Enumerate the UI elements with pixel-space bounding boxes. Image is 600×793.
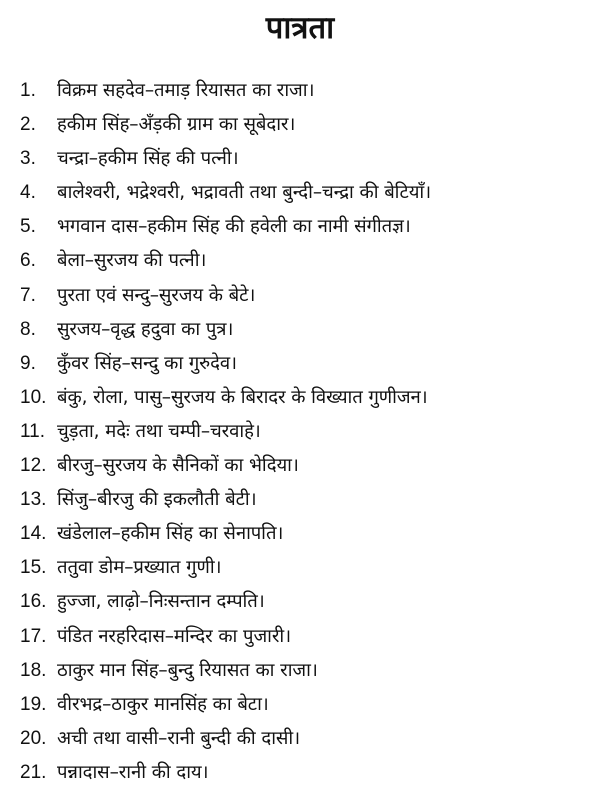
character-list xyxy=(20,77,595,793)
list-item xyxy=(20,384,595,418)
list-item xyxy=(20,316,595,350)
list-item-number: 9. xyxy=(20,352,36,374)
list-item xyxy=(20,657,595,691)
page-title: पात्रता xyxy=(265,10,335,46)
list-item-number: 3. xyxy=(20,148,36,170)
list-item xyxy=(20,759,595,793)
list-item-number: 20. xyxy=(20,727,47,749)
list-item xyxy=(20,179,595,213)
list-item-text: विक्रम सहदेव–तमाड़ रियासत का राजा। xyxy=(57,80,315,101)
list-item-number: 4. xyxy=(20,182,36,204)
list-item-text: सुरजय–वृद्ध हदुवा का पुत्र। xyxy=(57,318,234,340)
list-item-number: 17. xyxy=(20,625,47,647)
list-item-number: 15. xyxy=(20,557,47,579)
list-item-number: 2. xyxy=(20,114,36,136)
list-item-number: 19. xyxy=(20,693,47,715)
list-item xyxy=(20,554,595,588)
list-item-number: 8. xyxy=(20,318,36,340)
list-item-number: 18. xyxy=(20,659,47,681)
list-item-number: 1. xyxy=(20,80,36,101)
list-item xyxy=(20,452,595,486)
list-item xyxy=(20,111,595,145)
list-item-number: 13. xyxy=(20,489,47,511)
list-item-text: बालेश्वरी, भद्रेश्वरी, भद्रावती तथा बुन्दी–चन्द्रा की बेटियाँ। xyxy=(57,182,432,204)
list-item xyxy=(20,725,595,759)
list-item xyxy=(20,350,595,384)
list-item-text: कुँवर सिंह–सन्दु का गुरुदेव। xyxy=(57,352,237,374)
list-item-text: सिंजु–बीरजु की इकलौती बेटी। xyxy=(57,489,257,511)
list-item-number: 21. xyxy=(20,761,47,783)
list-item-number: 6. xyxy=(20,250,36,272)
list-item-text: वीरभद्र–ठाकुर मानसिंह का बेटा। xyxy=(57,693,269,715)
list-item-text: पंडित नरहरिदास–मन्दिर का पुजारी। xyxy=(57,625,292,647)
list-item-text: हुज्जा, लाढ़ो–निःसन्तान दम्पति। xyxy=(57,591,265,613)
list-item xyxy=(20,418,595,452)
list-item xyxy=(20,520,595,554)
list-item xyxy=(20,77,595,111)
list-item-number: 10. xyxy=(20,386,47,408)
list-item-number: 14. xyxy=(20,523,47,545)
list-item xyxy=(20,623,595,657)
list-item xyxy=(20,247,595,281)
list-item-number: 12. xyxy=(20,455,47,477)
list-item xyxy=(20,588,595,622)
list-item-number: 11. xyxy=(20,420,46,442)
list-item-text: भगवान दास–हकीम सिंह की हवेली का नामी संगीतज्ञ। xyxy=(57,216,411,238)
list-item-number: 16. xyxy=(20,591,47,613)
list-item-text: बेला–सुरजय की पत्नी। xyxy=(57,250,207,272)
list-item-text: ततुवा डोम–प्रख्यात गुणी। xyxy=(57,557,222,579)
list-item-text: पन्नादास–रानी की दाय। xyxy=(57,761,209,783)
list-item-text: अची तथा वासी–रानी बुन्दी की दासी। xyxy=(57,727,300,749)
list-item-text: खंडेलाल–हकीम सिंह का सेनापति। xyxy=(57,523,284,545)
list-item-text: ठाकुर मान सिंह–बुन्दु रियासत का राजा। xyxy=(57,659,318,681)
list-item-number: 7. xyxy=(20,284,36,306)
list-item-text: चन्द्रा–हकीम सिंह की पत्नी। xyxy=(57,148,239,170)
list-item-text: बीरजु–सुरजय के सैनिकों का भेदिया। xyxy=(57,455,299,477)
list-item-text: बंकु, रोला, पासु–सुरजय के बिरादर के विख्यात गुणीजन। xyxy=(57,386,428,408)
list-item-number: 5. xyxy=(20,216,36,238)
list-item xyxy=(20,213,595,247)
list-item xyxy=(20,691,595,725)
list-item-text: हकीम सिंह–अँड़की ग्राम का सूबेदार। xyxy=(57,114,296,136)
list-item xyxy=(20,486,595,520)
list-item xyxy=(20,282,595,316)
list-item-text: चुड़ता, मदेः तथा चम्पी–चरवाहे। xyxy=(57,420,261,442)
list-item xyxy=(20,145,595,179)
list-item-text: पुरता एवं सन्दु–सुरजय के बेटे। xyxy=(57,284,256,306)
